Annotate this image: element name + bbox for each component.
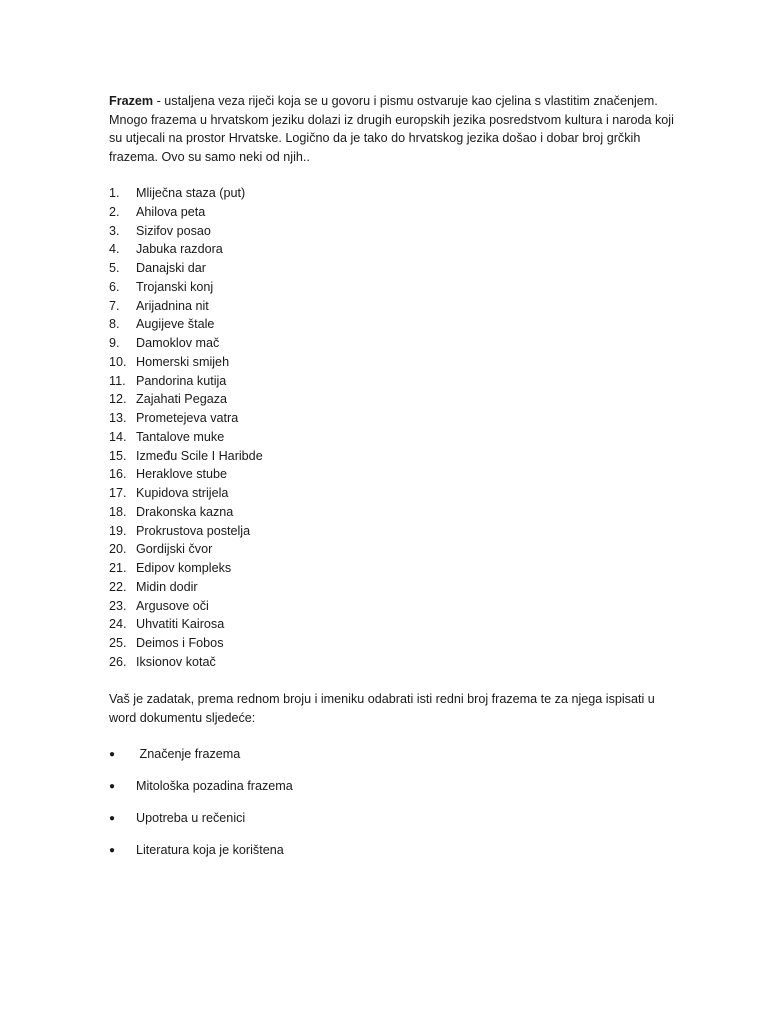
list-item-text: Heraklove stube bbox=[136, 467, 228, 482]
list-item-number: 8. bbox=[109, 317, 120, 332]
list-item-number: 1. bbox=[109, 186, 120, 200]
bullet-item bbox=[109, 840, 293, 872]
list-item-text: Sizifov posao bbox=[136, 223, 211, 238]
list-item bbox=[109, 597, 263, 616]
list-item bbox=[109, 503, 263, 522]
bullet-dot-icon: ● bbox=[109, 781, 116, 792]
list-item bbox=[109, 653, 263, 672]
bullet-dot-icon: ● bbox=[109, 845, 116, 856]
list-item-number: 5. bbox=[109, 261, 120, 275]
list-item-number: 9. bbox=[109, 336, 120, 350]
bullet-list bbox=[109, 744, 293, 872]
list-item-number: 18. bbox=[109, 504, 127, 519]
list-item-text: Damoklov mač bbox=[136, 336, 220, 350]
list-item bbox=[109, 540, 263, 559]
bullet-item-text: Upotreba u rečenici bbox=[136, 811, 246, 825]
list-item bbox=[109, 203, 263, 222]
list-item-text: Jabuka razdora bbox=[136, 242, 223, 257]
list-item bbox=[109, 428, 263, 447]
list-item-text: Gordijski čvor bbox=[136, 542, 213, 557]
intro-term: Frazem bbox=[109, 94, 154, 108]
list-item-number: 24. bbox=[109, 617, 127, 632]
list-item-text: Danajski dar bbox=[136, 261, 206, 275]
list-item bbox=[109, 353, 263, 372]
list-item-number: 15. bbox=[109, 448, 127, 463]
list-item bbox=[109, 297, 263, 316]
list-item-number: 23. bbox=[109, 598, 127, 613]
list-item-number: 11. bbox=[109, 373, 126, 388]
list-item-number: 3. bbox=[109, 223, 120, 238]
list-item-text: Između Scile I Haribde bbox=[136, 448, 263, 463]
intro-paragraph bbox=[109, 92, 679, 166]
bullet-item-text: Mitološka pozadina frazema bbox=[136, 779, 293, 793]
phrase-list bbox=[109, 184, 263, 672]
list-item-number: 6. bbox=[109, 279, 120, 294]
list-item bbox=[109, 409, 263, 428]
list-item-text: Mliječna staza (put) bbox=[136, 186, 246, 200]
list-item-number: 12. bbox=[109, 392, 127, 407]
list-item-number: 13. bbox=[109, 411, 127, 425]
list-item-number: 22. bbox=[109, 579, 127, 594]
list-item bbox=[109, 334, 263, 353]
list-item bbox=[109, 634, 263, 653]
list-item-text: Argusove oči bbox=[136, 598, 209, 613]
bullet-dot-icon: ● bbox=[109, 813, 116, 824]
bullet-item bbox=[109, 808, 293, 840]
list-item-text: Homerski smijeh bbox=[136, 354, 230, 369]
list-item bbox=[109, 259, 263, 278]
list-item-number: 10. bbox=[109, 354, 127, 369]
list-item-number: 19. bbox=[109, 523, 127, 538]
list-item-text: Iksionov kotač bbox=[136, 654, 216, 669]
list-item-number: 17. bbox=[109, 486, 127, 500]
list-item-text: Midin dodir bbox=[136, 579, 198, 594]
list-item bbox=[109, 465, 263, 484]
list-item bbox=[109, 278, 263, 297]
bullet-item bbox=[109, 776, 293, 808]
list-item-text: Zajahati Pegaza bbox=[136, 392, 228, 407]
bullet-dot-icon: ● bbox=[109, 749, 116, 760]
list-item-text: Pandorina kutija bbox=[136, 373, 227, 388]
list-item-text: Uhvatiti Kairosa bbox=[136, 617, 225, 632]
list-item bbox=[109, 522, 263, 541]
bullet-item-text: Literatura koja je korištena bbox=[136, 843, 284, 857]
list-item bbox=[109, 447, 263, 466]
bullet-item-text: Značenje frazema bbox=[136, 747, 241, 761]
list-item-text: Trojanski konj bbox=[136, 279, 214, 294]
task-paragraph: Vaš je zadatak, prema rednom broju i imeniku odabrati isti redni broj frazema te za njega ispisati u word dokumentu sljedeće: bbox=[109, 692, 655, 725]
list-item bbox=[109, 390, 263, 409]
list-item bbox=[109, 484, 263, 503]
list-item bbox=[109, 559, 263, 578]
intro-text: - ustaljena veza riječi koja se u govoru i pismu ostvaruje kao cjelina s vlastitim značenjem. Mnogo frazema u hrvatskom jeziku dolazi iz drugih europskih jezika posredstvom kultura i naroda koji su utjecali na prostor Hrvatske. Logično da je tako do hrvatskog jezika došao i dobar broj grčkih frazema. Ovo su samo neki od njih.. bbox=[109, 94, 674, 164]
bullet-item bbox=[109, 744, 293, 776]
list-item-number: 21. bbox=[109, 561, 127, 575]
list-item-number: 20. bbox=[109, 542, 127, 557]
list-item bbox=[109, 222, 263, 241]
list-item-text: Ahilova peta bbox=[136, 204, 206, 219]
list-item bbox=[109, 184, 263, 203]
list-item-number: 25. bbox=[109, 636, 127, 650]
list-item-text: Augijeve štale bbox=[136, 317, 215, 332]
list-item-number: 16. bbox=[109, 467, 127, 482]
list-item-number: 14. bbox=[109, 429, 127, 444]
list-item-text: Tantalove muke bbox=[136, 429, 225, 444]
list-item bbox=[109, 615, 263, 634]
list-item bbox=[109, 315, 263, 334]
list-item-text: Kupidova strijela bbox=[136, 486, 229, 500]
list-item-text: Drakonska kazna bbox=[136, 504, 234, 519]
list-item bbox=[109, 578, 263, 597]
list-item-number: 26. bbox=[109, 654, 127, 669]
list-item-text: Prokrustova postelja bbox=[136, 523, 251, 538]
list-item-text: Deimos i Fobos bbox=[136, 636, 224, 650]
list-item-text: Arijadnina nit bbox=[136, 298, 209, 313]
list-item bbox=[109, 240, 263, 259]
list-item-number: 4. bbox=[109, 242, 120, 257]
list-item-number: 2. bbox=[109, 204, 120, 219]
list-item-text: Edipov kompleks bbox=[136, 561, 232, 575]
list-item bbox=[109, 372, 263, 391]
list-item-text: Prometejeva vatra bbox=[136, 411, 239, 425]
list-item-number: 7. bbox=[109, 298, 120, 313]
